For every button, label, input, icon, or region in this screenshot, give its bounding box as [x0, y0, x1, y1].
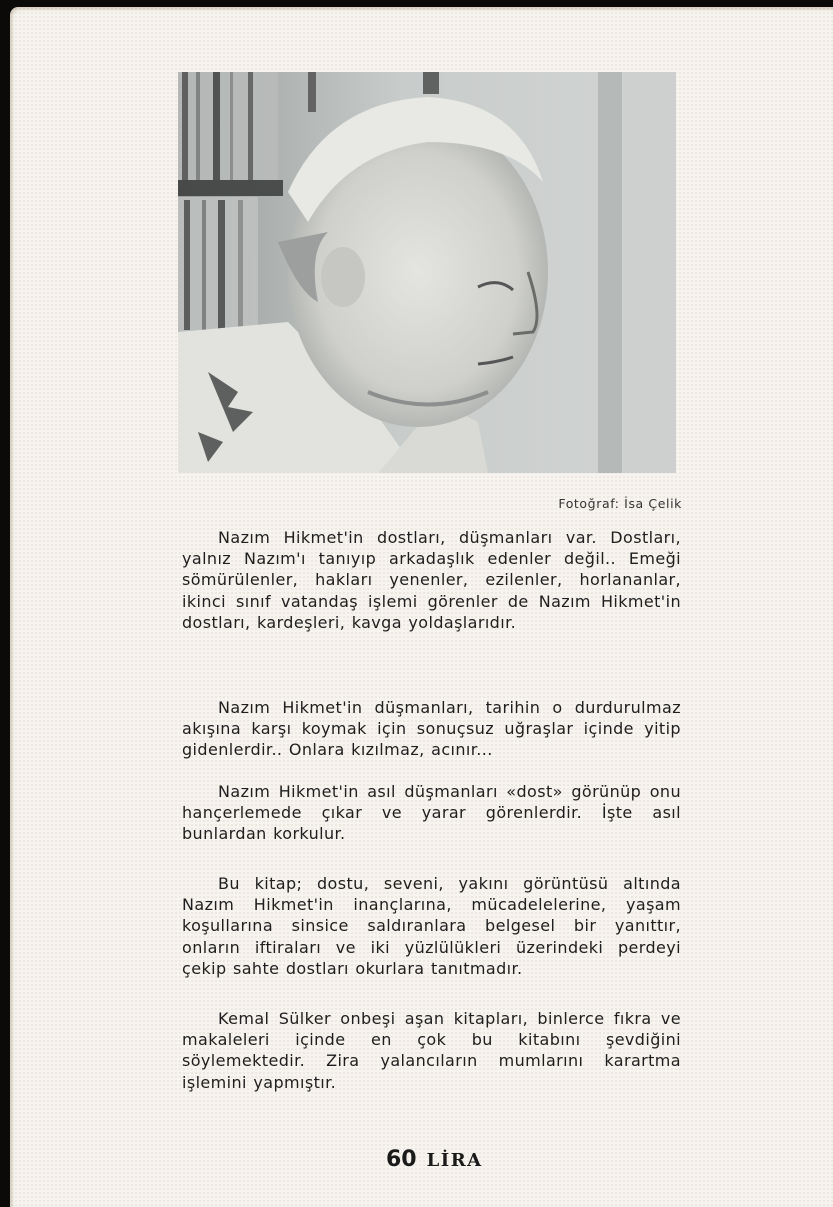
book-back-cover: [10, 7, 833, 1207]
paragraph-text: Nazım Hikmet'in dostları, düşmanları var. Dostları, yalnız Nazım'ı tanıyıp arkadaşlık edenler değil.. Emeği sömürülenler, hakları yenenler, ezilenler, horlananlar, ikinci sınıf vatandaş işlemi görenler de Nazım Hikmet'in dostları, kardeşleri, kavga yoldaşlarıdır.: [182, 528, 681, 632]
blurb-paragraph-2: [182, 697, 681, 761]
blurb-paragraph-5: [182, 1008, 681, 1093]
author-portrait-photo: [178, 72, 676, 473]
price-currency: LİRA: [426, 1150, 483, 1171]
blurb-paragraph-1: [182, 527, 681, 633]
price-label: [386, 1147, 483, 1172]
blurb-paragraph-4: [182, 873, 681, 979]
portrait-image: [178, 72, 676, 473]
price-amount: 60: [386, 1147, 417, 1172]
paragraph-text: Kemal Sülker onbeşi aşan kitapları, binlerce fıkra ve makaleleri içinde en çok bu kitabını şevdiğini söylemektedir. Zira yalancıların mumlarını karartma işlemini yapmıştır.: [182, 1009, 681, 1092]
paragraph-text: Nazım Hikmet'in asıl düşmanları «dost» görünüp onu hançerlemede çıkar ve yarar görenlerdir. İşte asıl bunlardan korkulur.: [182, 782, 681, 844]
paragraph-text: Nazım Hikmet'in düşmanları, tarihin o durdurulmaz akışına karşı koymak için sonuçsuz uğraşlar içinde yitip gidenlerdir.. Onlara kızılmaz, acınır...: [182, 698, 681, 760]
blurb-paragraph-3: [182, 781, 681, 845]
photo-credit-caption: Fotoğraf: İsa Çelik: [558, 496, 682, 511]
paragraph-text: Bu kitap; dostu, seveni, yakını görüntüsü altında Nazım Hikmet'in inançlarına, mücadelelerine, yaşam koşullarına sinsice saldıranlara belgesel bir yanıttır, onların iftiraları ve iki yüzlülükleri üzerindeki perdeyi çekip sahte dostları okurlara tanıtmadır.: [182, 874, 681, 978]
